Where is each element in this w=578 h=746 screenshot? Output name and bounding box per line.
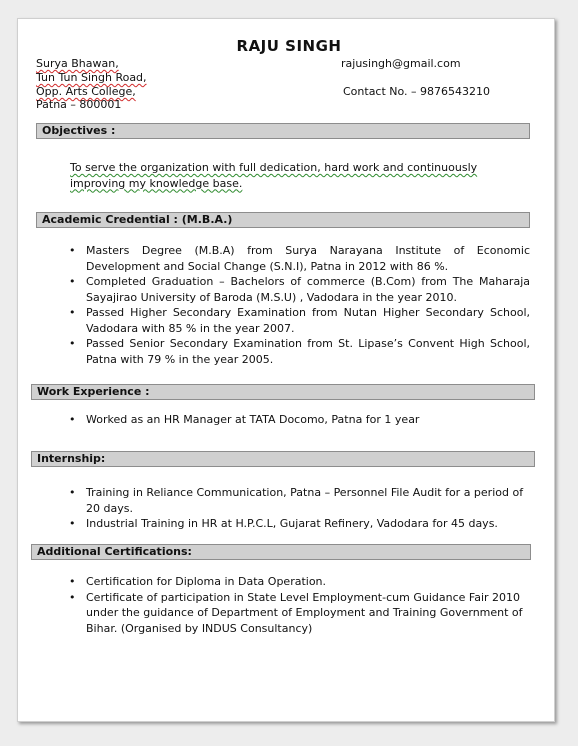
work-list [69,412,530,428]
list-item: • Industrial Training in HR at H.P.C.L, Gujarat Refinery, Vadodara for 45 days. [69,516,530,532]
list-item: • Masters Degree (M.B.A) from Surya Narayana Institute of Economic Development and Social Change (S.N.I), Patna in 2012 with 86 %. [69,243,530,274]
address-line: Tun Tun Singh Road, [36,71,147,84]
internship-list [69,485,530,532]
list-item: • Passed Senior Secondary Examination from St. Lipase’s Convent High School, Patna with 79 % in the year 2005. [69,336,530,367]
contact-text: Contact No. – 9876543210 [343,85,491,98]
email-text: rajusingh@gmail.com [341,57,461,70]
candidate-name: RAJU SINGH [236,37,342,55]
section-header-internship: Internship: [31,451,535,467]
address-line: Surya Bhawan, [36,57,119,70]
address-line: Opp. Arts College, [36,85,136,98]
list-item: • Training in Reliance Communication, Patna – Personnel File Audit for a period of 20 days. [69,485,530,516]
section-header-academic: Academic Credential : (M.B.A.) [36,212,530,228]
list-item: • Worked as an HR Manager at TATA Docomo, Patna for 1 year [69,412,530,428]
section-header-certifications: Additional Certifications: [31,544,531,560]
academic-list [69,243,530,367]
list-item: • Certificate of participation in State Level Employment-cum Guidance Fair 2010 under the guidance of Department of Employment and Training Government of Bihar. (Organised by INDUS Consultancy) [69,590,530,637]
objective-text: To serve the organization with full dedication, hard work and continuously improving my knowledge base. [70,161,478,190]
address-line: Patna – 800001 [36,98,122,111]
list-item: • Certification for Diploma in Data Operation. [69,574,530,590]
section-header-objectives: Objectives : [36,123,530,139]
certifications-list [69,574,530,636]
section-header-work: Work Experience : [31,384,535,400]
list-item: • Completed Graduation – Bachelors of commerce (B.Com) from The Maharaja Sayajirao University of Baroda (M.S.U) , Vadodara in the year 2010. [69,274,530,305]
list-item: • Passed Higher Secondary Examination from Nutan Higher Secondary School, Vadodara with 85 % in the year 2007. [69,305,530,336]
